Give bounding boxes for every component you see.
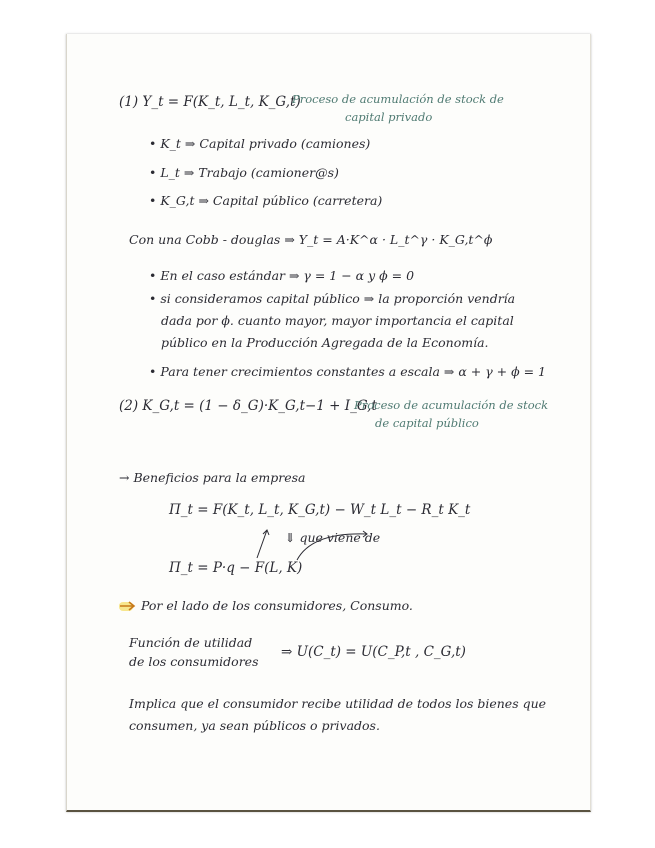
equation-2-annotation-2: de capital público bbox=[375, 416, 479, 430]
implica-line2: consumen, ya sean públicos o privados. bbox=[129, 718, 380, 733]
bullet-escala: • Para tener crecimientos constantes a escala ⇒ α + γ + ϕ = 1 bbox=[149, 364, 547, 379]
bullet-capital-publico-line3: público en la Producción Agregada de la Economía. bbox=[161, 335, 489, 350]
que-viene-de: ⇓ que viene de bbox=[285, 530, 381, 545]
beneficios-heading: → Beneficios para la empresa bbox=[119, 470, 306, 485]
equation-1: (1) Y_t = F(K_t, L_t, K_G,t) bbox=[119, 94, 301, 110]
consumidores-heading: Por el lado de los consumidores, Consumo. bbox=[141, 598, 413, 613]
bullet-capital-publico: • K_G,t ⇒ Capital público (carretera) bbox=[149, 193, 383, 208]
cobb-douglas-line: Con una Cobb - douglas ⇒ Y_t = A·K^α · L_t^γ · K_G,t^ϕ bbox=[129, 232, 493, 247]
equation-2-annotation: Proceso de acumulación de stock bbox=[354, 398, 549, 412]
equation-1-annotation-2: capital privado bbox=[345, 110, 433, 124]
profit-equation-1: Π_t = F(K_t, L_t, K_G,t) − W_t L_t − R_t K_t bbox=[169, 502, 471, 518]
arrow-icon bbox=[119, 600, 137, 612]
bullet-capital-publico-line2: dada por ϕ. cuanto mayor, mayor importancia el capital bbox=[161, 313, 514, 328]
equation-2: (2) K_G,t = (1 − δ_G)·K_G,t−1 + I_G,t bbox=[119, 398, 377, 414]
bullet-trabajo: • L_t ⇒ Trabajo (camioner@s) bbox=[149, 165, 339, 180]
funcion-utilidad-line2: de los consumidores bbox=[129, 654, 259, 669]
bullet-capital-privado: • K_t ⇒ Capital privado (camiones) bbox=[149, 136, 371, 151]
note-page bbox=[66, 34, 591, 812]
funcion-utilidad-line1: Función de utilidad bbox=[129, 635, 253, 650]
bullet-capital-publico-line1: • si consideramos capital público ⇒ la proporción vendría bbox=[149, 291, 516, 306]
utility-equation: ⇒ U(C_t) = U(C_P,t , C_G,t) bbox=[281, 644, 466, 660]
implica-line1: Implica que el consumidor recibe utilidad de todos los bienes que bbox=[129, 696, 547, 711]
profit-equation-2: Π_t = P·q − F(L, K) bbox=[169, 560, 303, 576]
bullet-caso-estandar: • En el caso estándar ⇒ γ = 1 − α y ϕ = 0 bbox=[149, 268, 415, 283]
equation-1-annotation: Proceso de acumulación de stock de bbox=[292, 92, 504, 106]
